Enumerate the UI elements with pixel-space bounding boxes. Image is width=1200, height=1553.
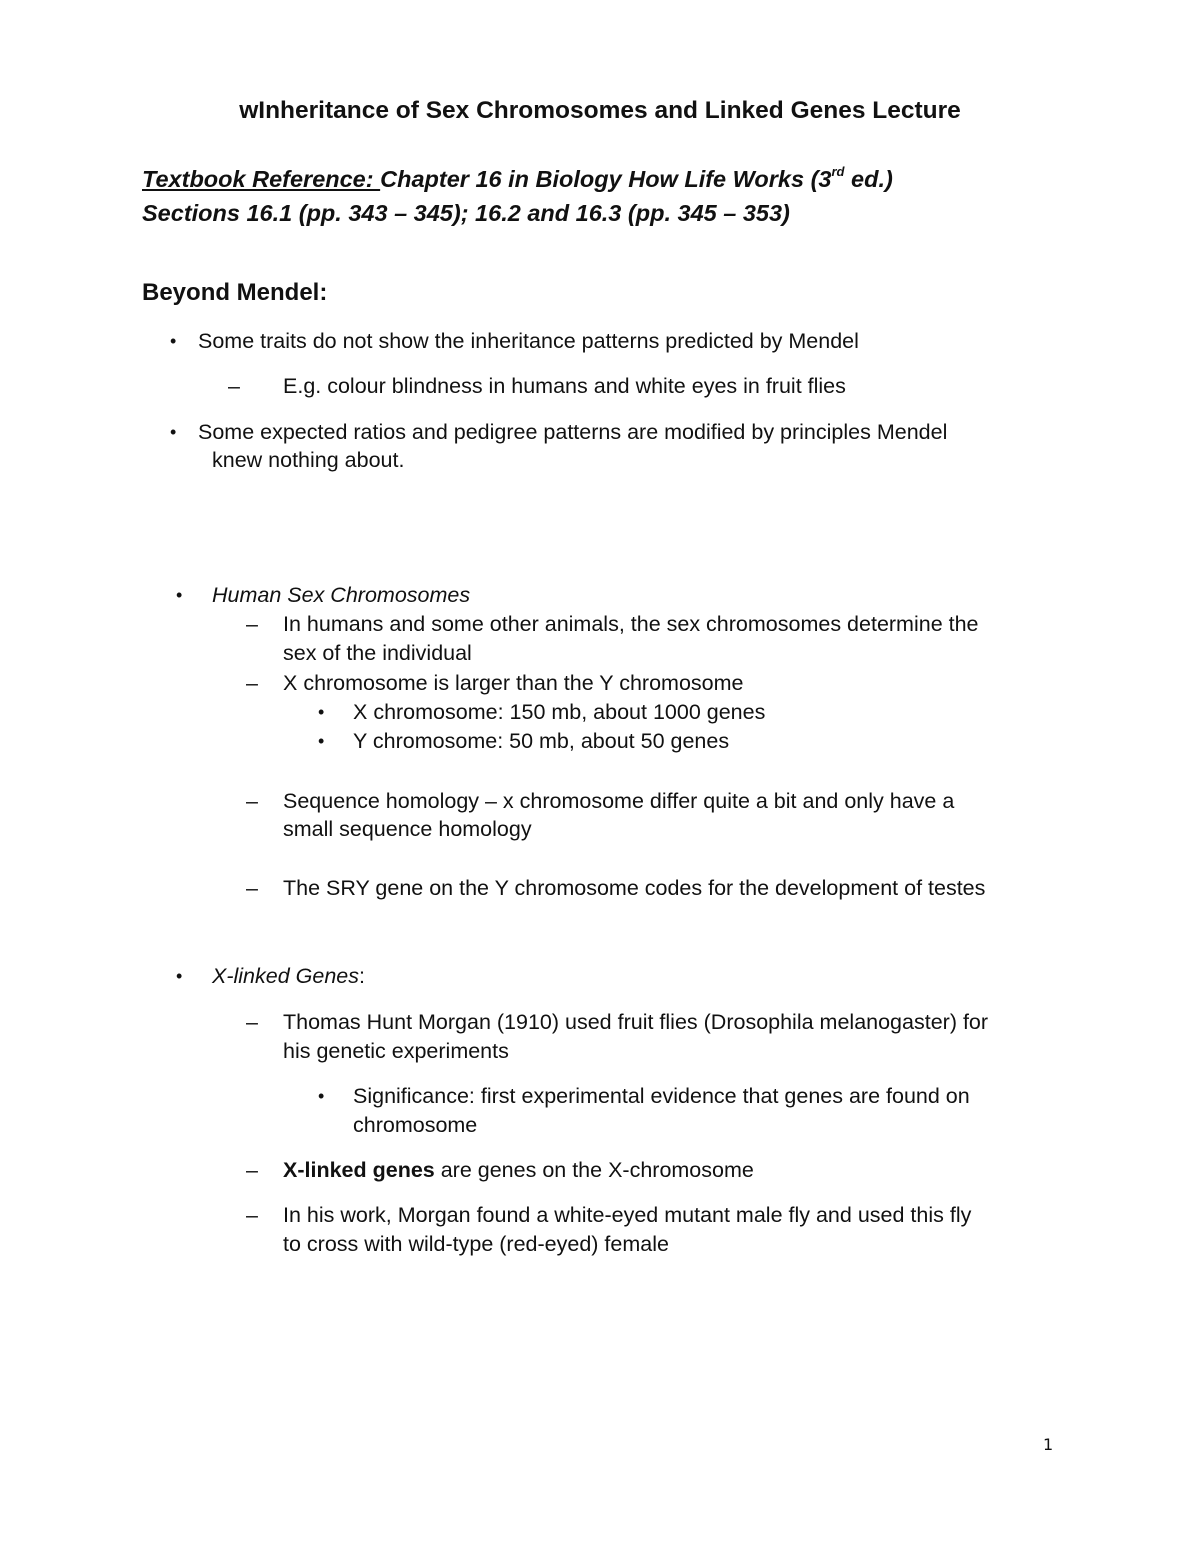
bullet-icon: • <box>170 331 177 351</box>
dash-icon: – <box>246 1203 258 1227</box>
bullet-icon: • <box>176 966 183 986</box>
bullet-icon: • <box>318 1086 325 1106</box>
x-linked-heading-colon: : <box>359 964 365 988</box>
beyond-bullet-1: Some traits do not show the inheritance patterns predicted by Mendel <box>198 329 859 353</box>
beyond-bullet-1-sub: E.g. colour blindness in humans and white eyes in fruit flies <box>283 374 846 398</box>
dash-icon: – <box>246 1010 258 1034</box>
x-linked-genes-term: X-linked genes <box>283 1158 435 1182</box>
beyond-bullet-2-line-2: knew nothing about. <box>212 448 405 472</box>
x-linked-heading <box>212 964 365 989</box>
x-linked-item-1-sub-line-1: Significance: first experimental evidence that genes are found on <box>353 1084 970 1108</box>
textbook-reference <box>142 166 893 193</box>
reference-text: Chapter 16 in Biology How Life Works (3 <box>380 166 832 192</box>
dash-icon: – <box>246 1158 258 1182</box>
bullet-icon: • <box>176 585 183 605</box>
sex-chrom-item-3-line-2: small sequence homology <box>283 817 532 841</box>
x-linked-item-1-line-2: his genetic experiments <box>283 1039 509 1063</box>
reference-text-end: ed.) <box>844 166 893 192</box>
sex-chrom-item-2a: X chromosome: 150 mb, about 1000 genes <box>353 700 766 724</box>
sex-chrom-item-3-line-1: Sequence homology – x chromosome differ quite a bit and only have a <box>283 789 955 813</box>
page-number: 1 <box>1043 1435 1054 1454</box>
beyond-mendel-heading: Beyond Mendel: <box>142 279 328 306</box>
x-linked-genes-definition: are genes on the X-chromosome <box>434 1158 754 1182</box>
sex-chrom-item-2: X chromosome is larger than the Y chromosome <box>283 671 744 695</box>
bullet-icon: • <box>318 731 325 751</box>
reference-superscript: rd <box>831 164 845 180</box>
x-linked-item-3-line-1: In his work, Morgan found a white-eyed mutant male fly and used this fly <box>283 1203 972 1227</box>
x-linked-item-3-line-2: to cross with wild-type (red-eyed) female <box>283 1232 669 1256</box>
bullet-icon: • <box>318 702 325 722</box>
dash-icon: – <box>246 671 258 695</box>
reference-label: Textbook Reference: <box>142 166 381 192</box>
document-title: wInheritance of Sex Chromosomes and Linked Genes Lecture <box>239 97 961 124</box>
beyond-bullet-2-line-1: Some expected ratios and pedigree patterns are modified by principles Mendel <box>198 420 948 444</box>
sex-chromosomes-heading: Human Sex Chromosomes <box>212 583 471 607</box>
x-linked-item-1-line-1: Thomas Hunt Morgan (1910) used fruit flies (Drosophila melanogaster) for <box>283 1010 989 1034</box>
dash-icon: – <box>246 876 258 900</box>
sex-chrom-item-1-line-1: In humans and some other animals, the sex chromosomes determine the <box>283 612 979 636</box>
dash-icon: – <box>246 789 258 813</box>
sex-chrom-item-1-line-2: sex of the individual <box>283 641 472 665</box>
x-linked-item-1-sub-line-2: chromosome <box>353 1113 478 1137</box>
dash-icon: – <box>246 612 258 636</box>
sex-chrom-item-4: The SRY gene on the Y chromosome codes for the development of testes <box>283 876 986 900</box>
x-linked-item-2 <box>283 1158 754 1183</box>
x-linked-heading-text: X-linked Genes <box>212 964 359 988</box>
reference-sections: Sections 16.1 (pp. 343 – 345); 16.2 and 16.3 (pp. 345 – 353) <box>142 200 790 226</box>
sex-chrom-item-2b: Y chromosome: 50 mb, about 50 genes <box>353 729 730 753</box>
bullet-icon: • <box>170 422 177 442</box>
dash-icon: – <box>228 374 240 398</box>
